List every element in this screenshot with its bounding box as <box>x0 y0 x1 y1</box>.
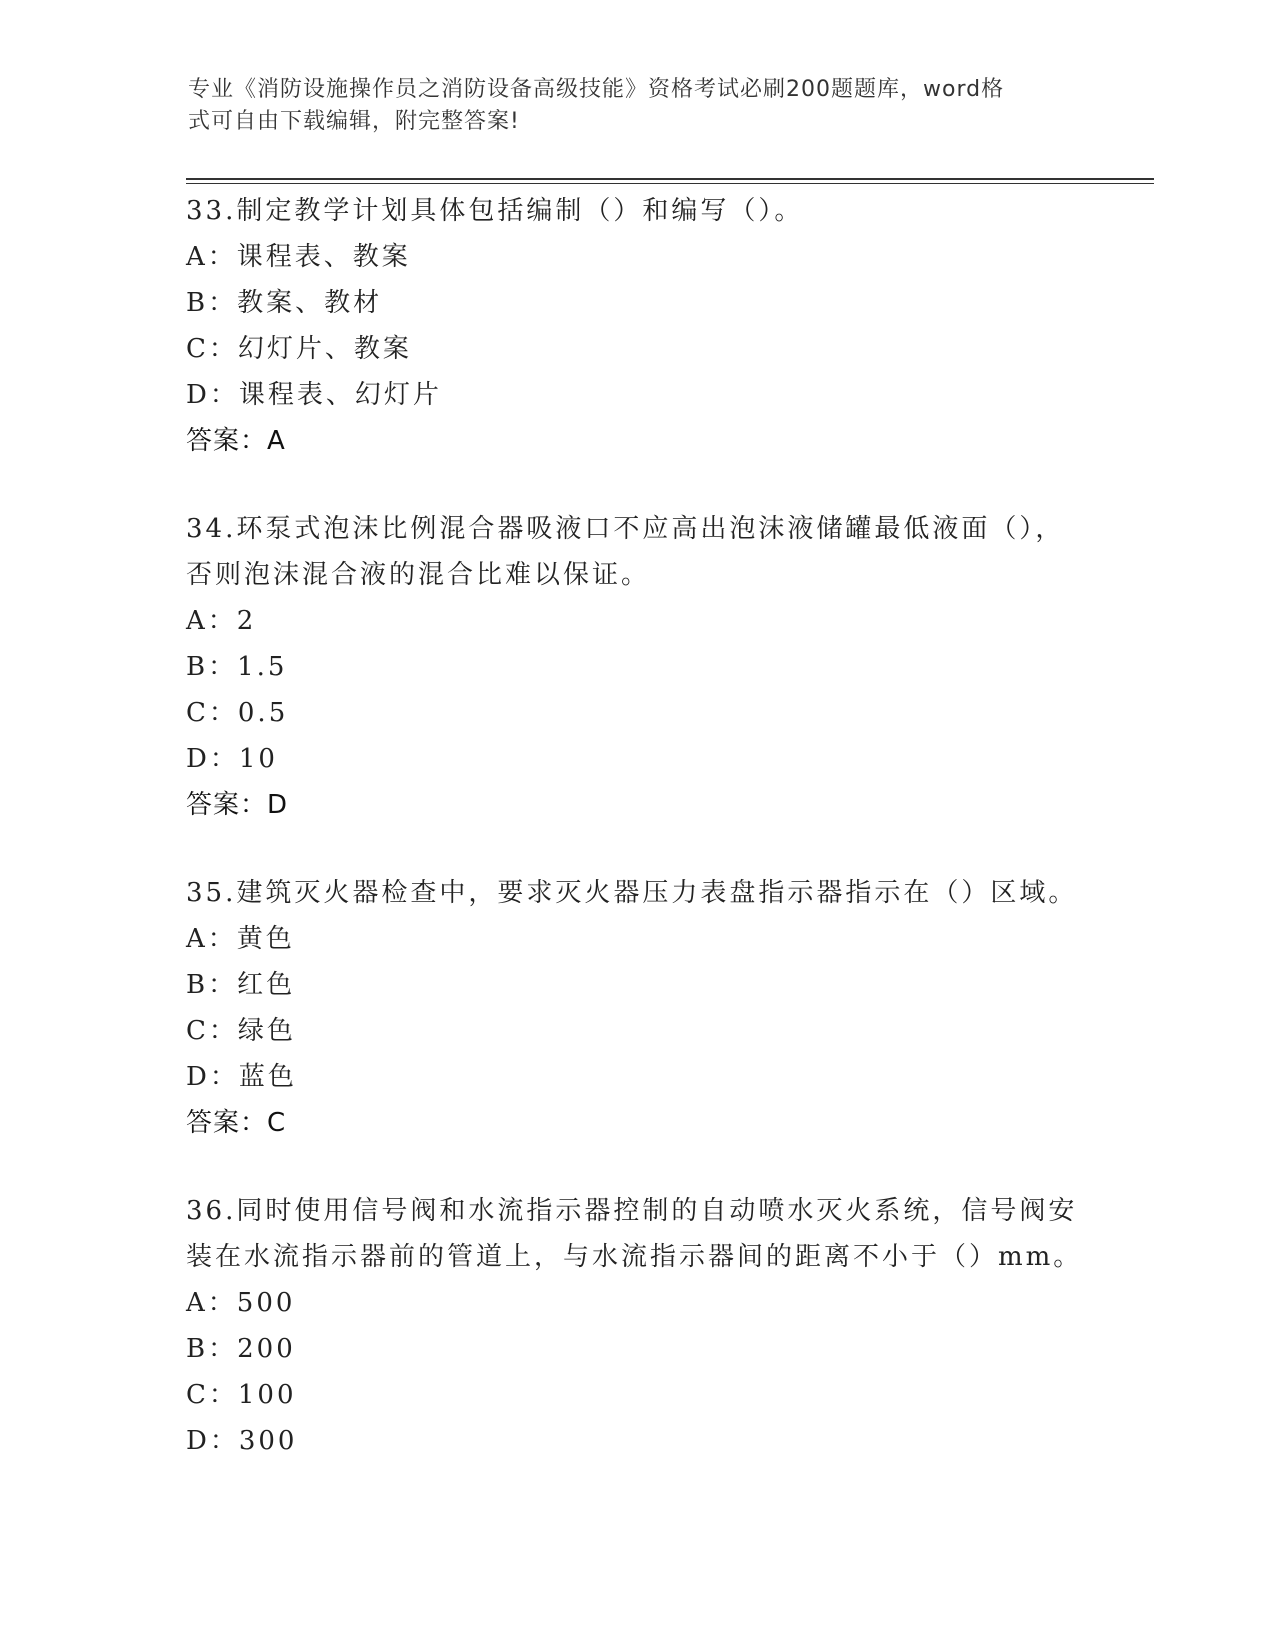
question-35 <box>186 870 1086 1146</box>
question-stem: 35.建筑灭火器检查中，要求灭火器压力表盘指示器指示在（）区域。 <box>186 878 1078 908</box>
question-36 <box>186 1188 1086 1464</box>
question-34 <box>186 506 1086 828</box>
answer-line: 答案：C <box>186 1108 287 1138</box>
option-a: A：课程表、教案 <box>186 242 411 272</box>
option-d: D：10 <box>186 744 278 774</box>
header-title-line-1: 专业《消防设施操作员之消防设备高级技能》资格考试必刷200题题库，word格 <box>188 77 1005 102</box>
document-header <box>188 74 1068 138</box>
header-divider-thin <box>186 183 1154 184</box>
option-b: B：红色 <box>186 970 296 1000</box>
option-a: A：2 <box>186 606 257 636</box>
question-list <box>186 188 1086 1506</box>
question-stem: 33.制定教学计划具体包括编制（）和编写（）。 <box>186 196 804 226</box>
option-c: C：100 <box>186 1380 297 1410</box>
option-a: A：黄色 <box>186 924 295 954</box>
option-c: C：0.5 <box>186 698 289 728</box>
option-c: C：幻灯片、教案 <box>186 334 412 364</box>
option-c: C：绿色 <box>186 1016 296 1046</box>
header-title-line-2: 式可自由下载编辑，附完整答案! <box>188 109 520 134</box>
question-stem: 36.同时使用信号阀和水流指示器控制的自动喷水灭火系统，信号阀安装在水流指示器前的管道上，与水流指示器间的距离不小于（）mm。 <box>186 1196 1083 1272</box>
option-b: B：教案、教材 <box>186 288 383 318</box>
option-a: A：500 <box>186 1288 296 1318</box>
option-d: D：300 <box>186 1426 298 1456</box>
header-divider-thick <box>186 178 1154 180</box>
question-33 <box>186 188 1086 464</box>
option-b: B：200 <box>186 1334 296 1364</box>
question-stem: 34.环泵式泡沫比例混合器吸液口不应高出泡沫液储罐最低液面（），否则泡沫混合液的混合比难以保证。 <box>186 514 1065 590</box>
option-d: D：课程表、幻灯片 <box>186 380 442 410</box>
answer-line: 答案：D <box>186 790 289 820</box>
option-d: D：蓝色 <box>186 1062 297 1092</box>
answer-line: 答案：A <box>186 426 286 456</box>
option-b: B：1.5 <box>186 652 288 682</box>
